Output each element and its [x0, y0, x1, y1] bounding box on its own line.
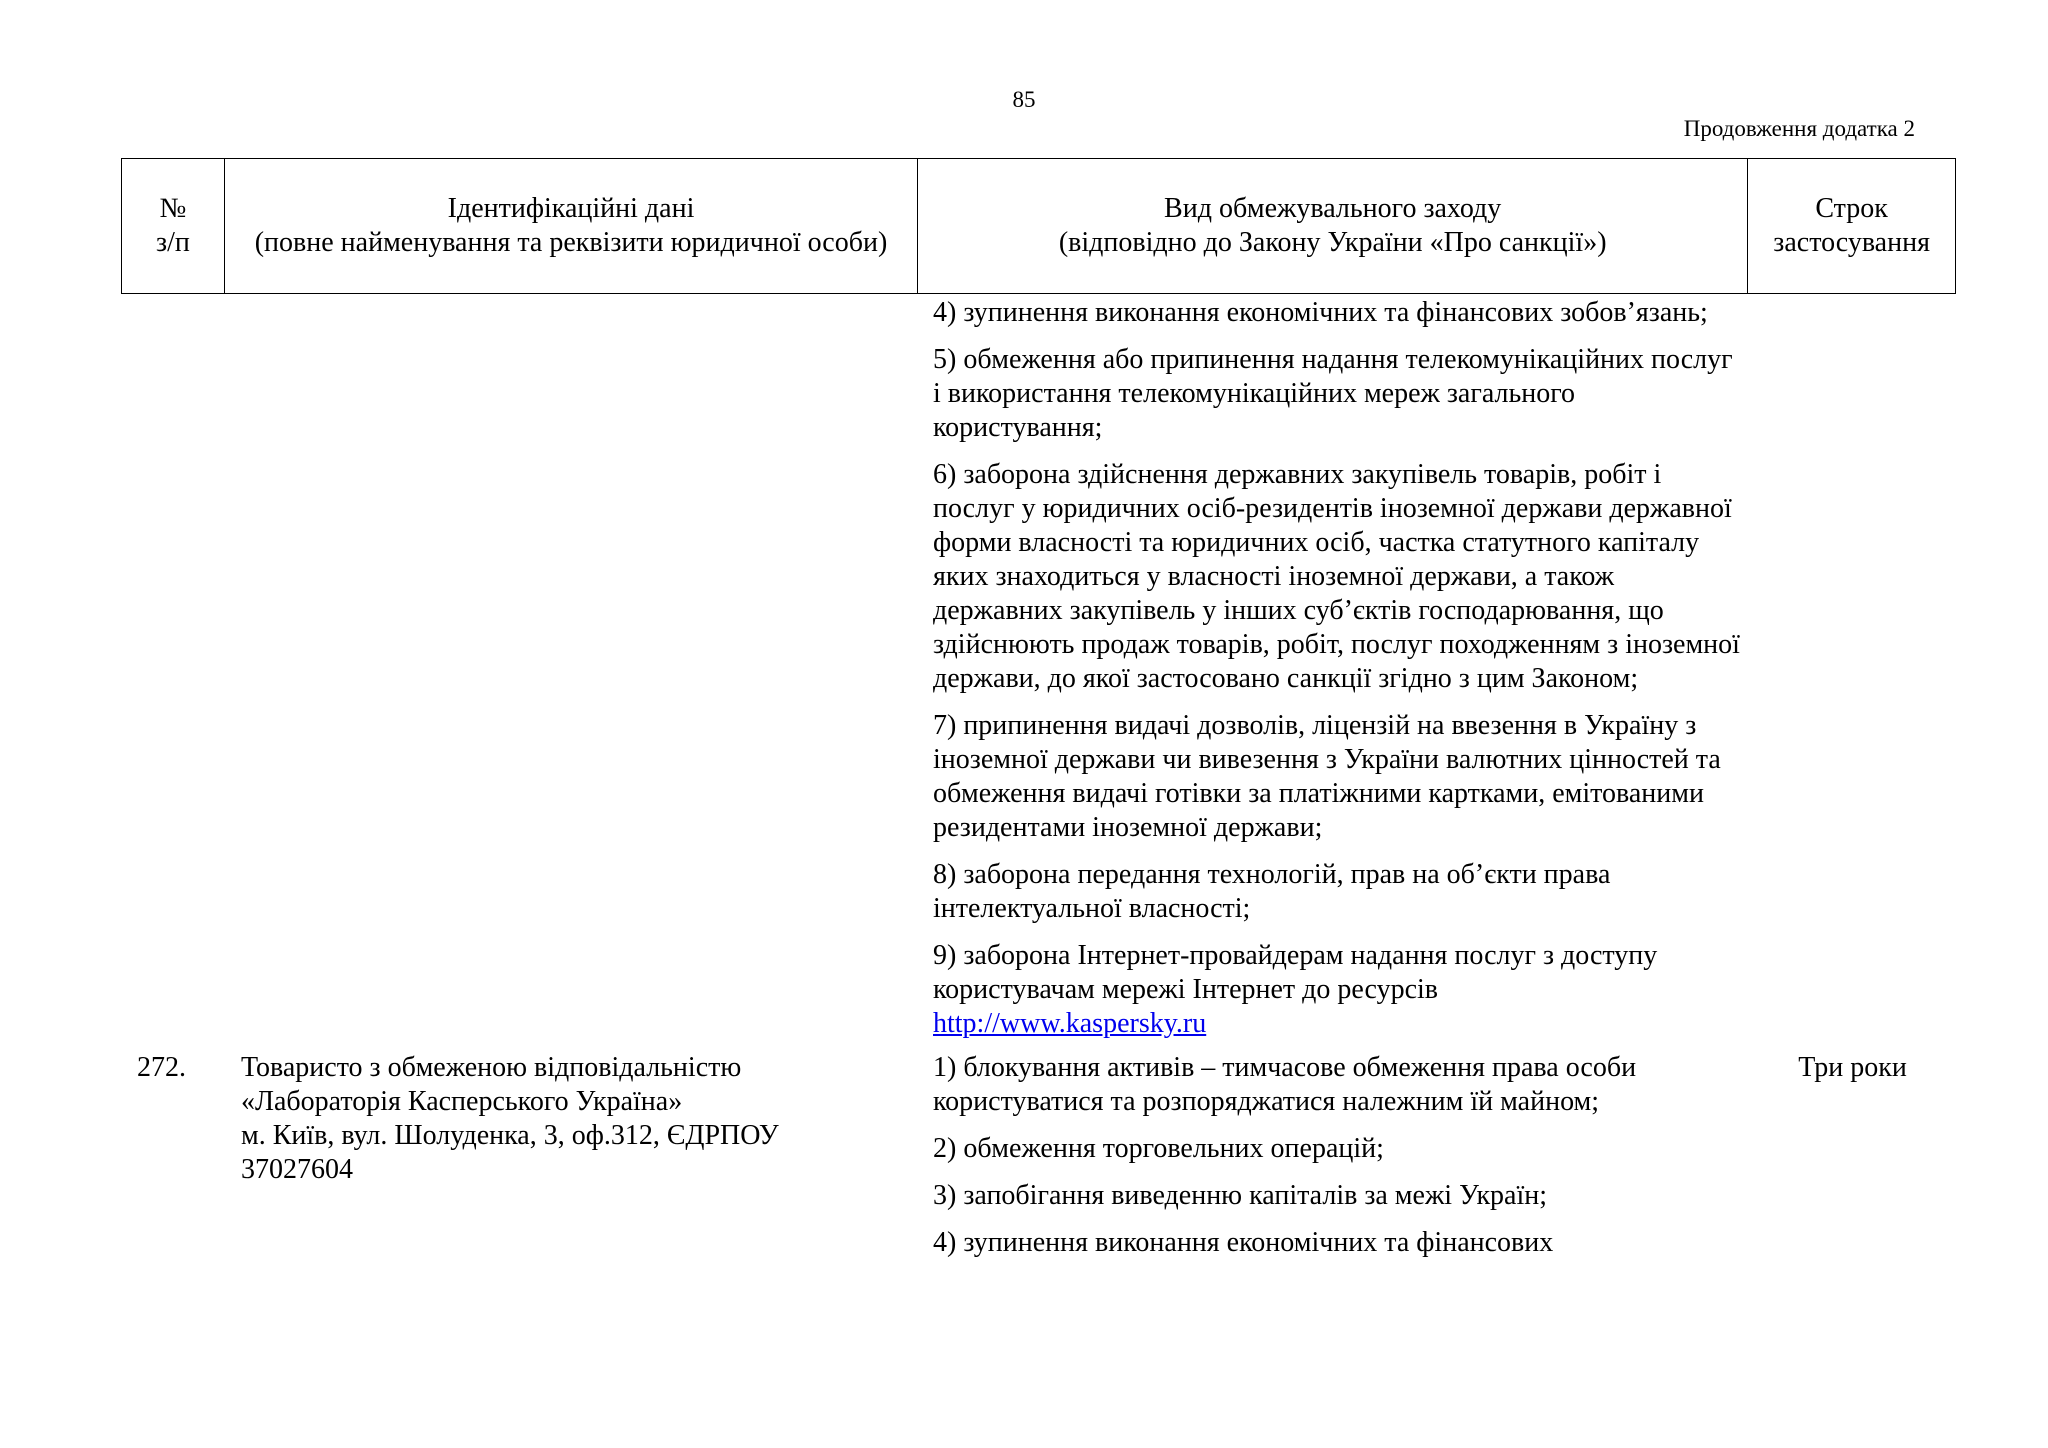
table-row-272	[121, 1051, 1956, 1273]
kaspersky-link[interactable]: http://www.kaspersky.ru	[933, 1008, 1207, 1039]
header-number: № з/п	[122, 159, 225, 293]
table-row-continued	[121, 294, 1956, 1041]
measure-item: 8) заборона передання технологій, прав на об’єкти права інтелектуальної власності;	[933, 859, 1611, 924]
table-header	[121, 158, 1956, 294]
cell-term-empty	[1749, 296, 1956, 1041]
measure-item: 1) блокування активів – тимчасове обмеження права особи користуватися та розпоряджатися належним їй майном;	[933, 1052, 1637, 1117]
entity-details: Товаристо з обмеженою відповідальністю «Лабораторія Касперського Україна» м. Київ, вул. Шолуденка, 3, оф.312, ЄДРПОУ 37027604	[241, 1052, 779, 1185]
header-identification: Ідентифікаційні дані (повне найменування та реквізити юридичної особи)	[225, 159, 918, 293]
measure-item: 7) припинення видачі дозволів, ліцензій на ввезення в Україну з іноземної держави чи вивезення з України валютних цінностей та обмеження видачі готівки за платіжними картками, емітованими резидентами іноземної держави;	[933, 710, 1721, 843]
page-number: 85	[1012, 87, 1036, 112]
measure-item: 4) зупинення виконання економічних та фінансових зобов’язань;	[933, 297, 1708, 328]
measure-text: 9) заборона Інтернет-провайдерам надання послуг з доступу користувачам мережі Інтернет до ресурсів	[933, 940, 1658, 1005]
cell-entity	[224, 1051, 918, 1273]
cell-measures	[918, 1051, 1749, 1273]
measure-item: 2) обмеження торговельних операцій;	[933, 1133, 1384, 1164]
measure-item: 5) обмеження або припинення надання телекомунікаційних послуг і використання телекомунікаційних мереж загального користування;	[933, 344, 1733, 443]
header-measure: Вид обмежувального заходу (відповідно до Закону України «Про санкції»)	[918, 159, 1748, 293]
measure-item-with-link	[933, 939, 1741, 1041]
cell-term: Три роки	[1798, 1052, 1907, 1083]
measure-item: 3) запобігання виведенню капіталів за межі Україн;	[933, 1180, 1548, 1211]
continuation-note: Продовження додатка 2	[1683, 116, 1915, 141]
measure-item: 6) заборона здійснення державних закупівель товарів, робіт і послуг у юридичних осіб-резидентів іноземної держави державної форми власності та юридичних осіб, частка статутного капіталу яких знаходиться у власності іноземної держави, а також державних закупівель у інших суб’єктів господарювання, що здійснюють продаж товарів, робіт, послуг походженням з іноземної держави, до якої застосовано санкції згідно з цим Законом;	[933, 459, 1740, 694]
cell-entity-empty	[224, 296, 918, 1041]
sanctions-table	[121, 158, 1956, 1273]
cell-number: 272.	[137, 1052, 186, 1083]
cell-number-empty	[121, 296, 224, 1041]
cell-measures-continued	[918, 296, 1749, 1041]
header-term: Строк застосування	[1773, 193, 1930, 258]
measure-item: 4) зупинення виконання економічних та фінансових	[933, 1227, 1554, 1258]
